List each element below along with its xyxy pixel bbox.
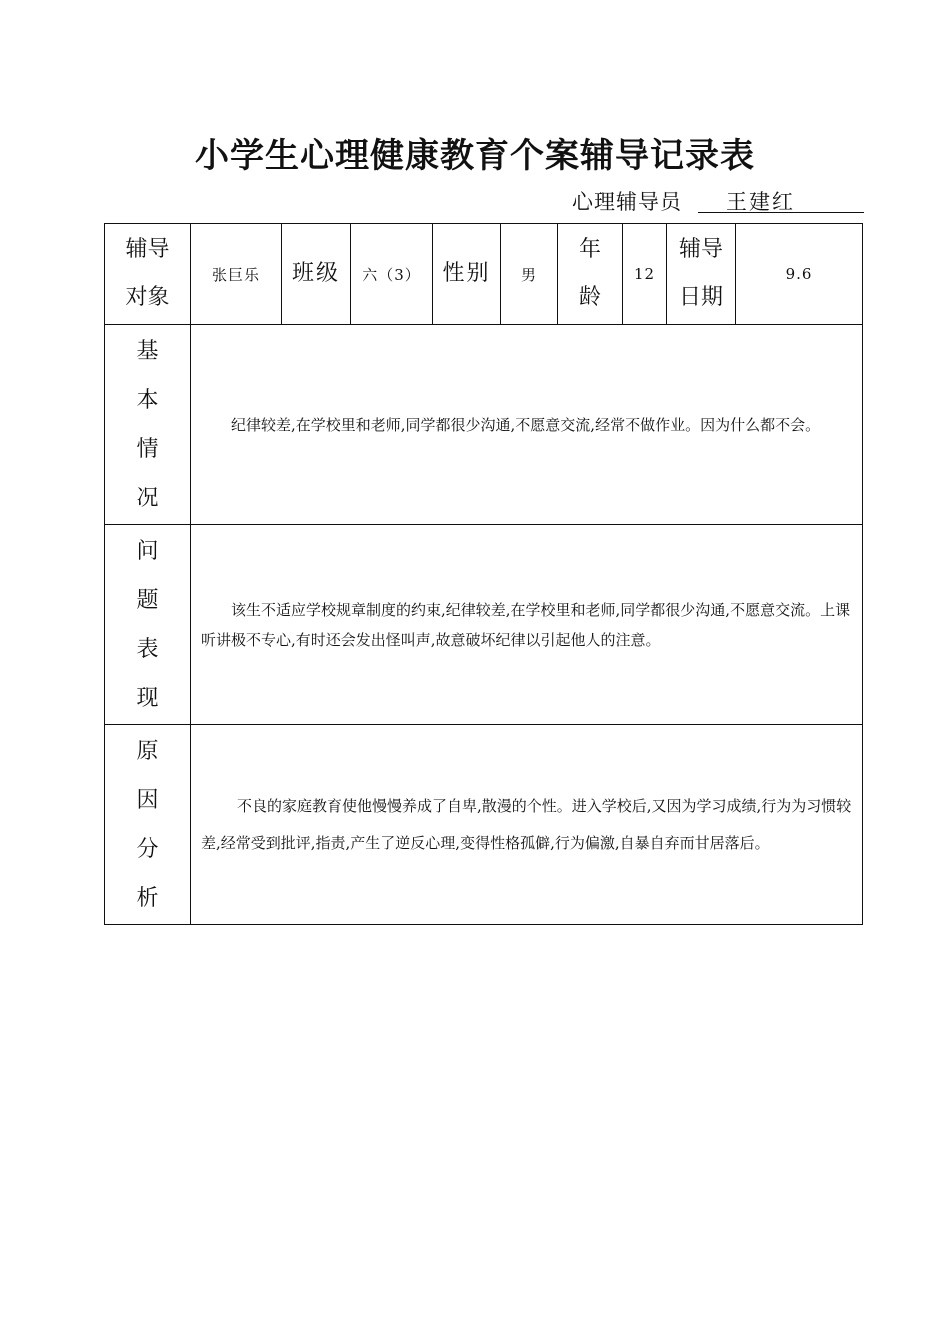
section-label-char: 基 (136, 338, 159, 364)
counselor-label: 心理辅导员 (572, 190, 682, 214)
subject-label-line-1: 辅导 (125, 237, 170, 262)
page-title: 小学生心理健康教育个案辅导记录表 (195, 136, 755, 176)
section-row-problem (105, 525, 863, 725)
section-text-problem: 该生不适应学校规章制度的约束,纪律较差,在学校里和老师,同学都很少沟通,不愿意交流。上课听讲极不专心,有时还会发出怪叫声,故意破坏纪律以引起他人的注意。 (201, 600, 851, 649)
section-label-basic (105, 325, 191, 525)
date-label-line-2: 日期 (678, 285, 723, 310)
section-text-cause: 不良的家庭教育使他慢慢养成了自卑,散漫的个性。进入学校后,又因为学习成绩,行为为习惯较差,经常受到批评,指责,产生了逆反心理,变得性格孤僻,行为偏激,自暴自弃而甘居落后。 (201, 796, 852, 852)
subject-label-cell (105, 224, 191, 325)
date-label-line-1: 辅导 (678, 237, 723, 262)
section-label-char: 现 (136, 685, 159, 711)
header-row (105, 224, 863, 325)
section-content-problem (191, 525, 863, 725)
counselor-name-field (698, 186, 864, 213)
class-label: 班级 (282, 224, 351, 325)
section-row-basic (105, 325, 863, 525)
section-label-char: 本 (136, 387, 159, 413)
gender-label: 性别 (433, 224, 501, 325)
section-label-char: 表 (136, 636, 159, 662)
section-content-cause (191, 725, 863, 925)
section-text-basic: 纪律较差,在学校里和老师,同学都很少沟通,不愿意交流,经常不做作业。因为什么都不会。 (231, 415, 821, 434)
section-label-cause (105, 725, 191, 925)
class-value: 六（3） (351, 224, 433, 325)
section-label-problem (105, 525, 191, 725)
section-label-char: 况 (136, 485, 159, 511)
section-content-basic (191, 325, 863, 525)
age-label-line-2: 龄 (578, 285, 601, 310)
subject-label-line-2: 对象 (125, 285, 170, 310)
age-value: 12 (623, 224, 667, 325)
gender-value: 男 (501, 224, 558, 325)
section-label-char: 析 (136, 885, 159, 911)
counselor-name: 王建红 (726, 190, 795, 214)
section-label-char: 原 (136, 738, 159, 764)
section-label-char: 分 (136, 836, 159, 862)
section-label-char: 问 (136, 538, 159, 564)
section-label-char: 因 (136, 787, 159, 813)
date-value: 9.6 (736, 224, 863, 325)
student-name: 张巨乐 (191, 224, 282, 325)
counseling-record-table (104, 223, 863, 925)
section-label-char: 情 (136, 436, 159, 462)
date-label-cell (667, 224, 736, 325)
section-label-char: 题 (136, 587, 159, 613)
age-label-cell (558, 224, 623, 325)
section-row-cause (105, 725, 863, 925)
age-label-line-1: 年 (578, 237, 601, 262)
counselor-line (572, 186, 864, 214)
